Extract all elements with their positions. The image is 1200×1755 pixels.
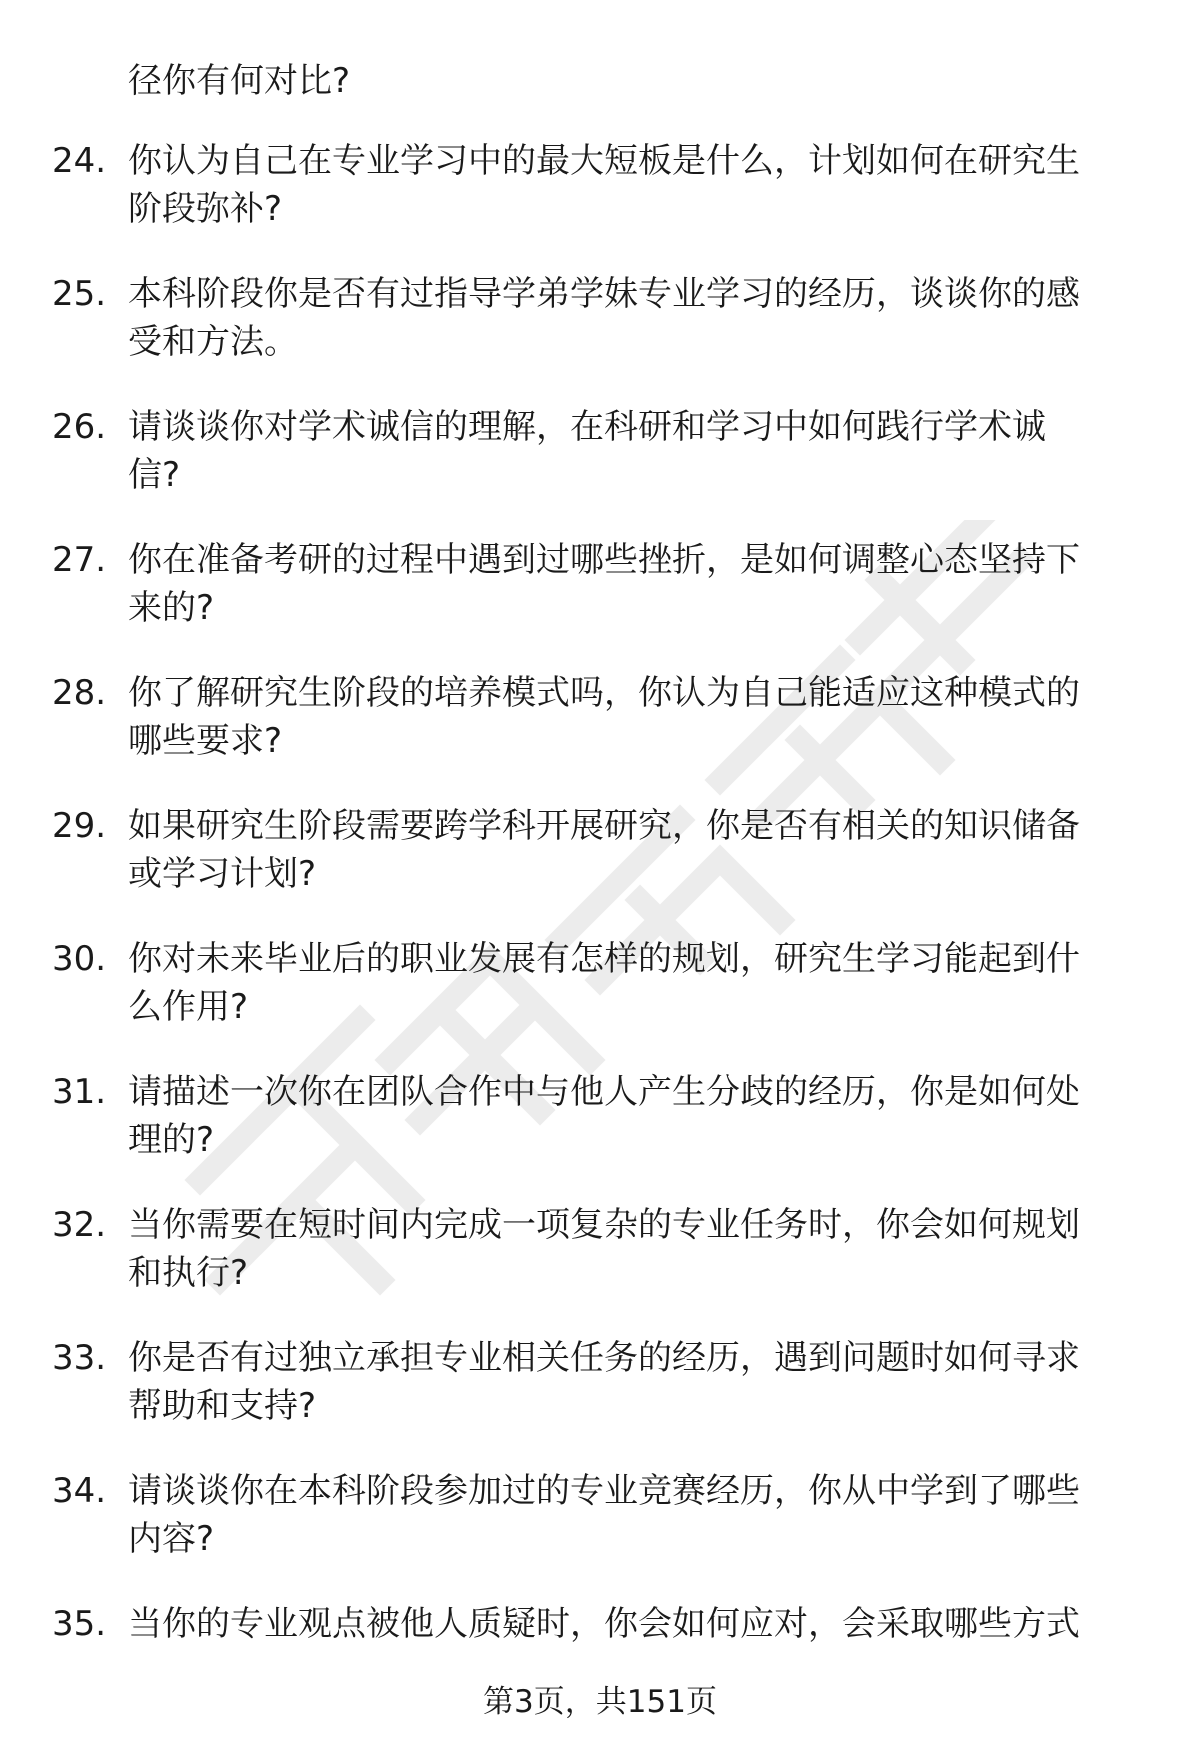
question-number: 26. (52, 407, 107, 447)
question-text: 你了解研究生阶段的培养模式吗，你认为自己能适应这种模式的 哪些要求? (128, 673, 1080, 761)
question-text: 你在准备考研的过程中遇到过哪些挫折，是如何调整心态坚持下 来的? (128, 540, 1080, 628)
question-text: 你认为自己在专业学习中的最大短板是什么，计划如何在研究生 阶段弥补? (128, 141, 1080, 229)
question-text: 你是否有过独立承担专业相关任务的经历，遇到问题时如何寻求 帮助和支持? (128, 1338, 1080, 1426)
question-number: 27. (52, 540, 107, 580)
question-number: 25. (52, 274, 107, 314)
question-number: 35. (52, 1604, 107, 1644)
question-text: 请谈谈你对学术诚信的理解，在科研和学习中如何践行学术诚 信? (128, 407, 1046, 495)
question-text: 如果研究生阶段需要跨学科开展研究，你是否有相关的知识储备 或学习计划? (128, 806, 1080, 894)
question-text: 请谈谈你在本科阶段参加过的专业竞赛经历，你从中学到了哪些 内容? (128, 1471, 1080, 1559)
continued-question-text: 径你有何对比? (128, 61, 351, 101)
question-item (0, 802, 1200, 935)
question-text: 当你需要在短时间内完成一项复杂的专业任务时，你会如何规划 和执行? (128, 1205, 1080, 1293)
question-item (0, 935, 1200, 1068)
question-number: 29. (52, 806, 107, 846)
question-number: 32. (52, 1205, 107, 1245)
question-item (0, 669, 1200, 802)
question-item (0, 1334, 1200, 1467)
question-text: 本科阶段你是否有过指导学弟学妹专业学习的经历，谈谈你的感 受和方法。 (128, 274, 1080, 362)
question-text: 你对未来毕业后的职业发展有怎样的规划，研究生学习能起到什 么作用? (128, 939, 1080, 1027)
page-number-footer: 第3页，共151页 (483, 1684, 717, 1720)
question-number: 31. (52, 1072, 107, 1112)
question-item (0, 1467, 1200, 1600)
question-item (0, 536, 1200, 669)
question-item (0, 403, 1200, 536)
question-number: 28. (52, 673, 107, 713)
question-number: 34. (52, 1471, 107, 1511)
question-text: 请描述一次你在团队合作中与他人产生分歧的经历，你是如何处 理的? (128, 1072, 1080, 1160)
question-item (0, 137, 1200, 270)
question-number: 30. (52, 939, 107, 979)
question-number: 24. (52, 141, 107, 181)
question-number: 33. (52, 1338, 107, 1378)
question-list (0, 137, 1200, 1733)
question-text: 当你的专业观点被他人质疑时，你会如何应对，会采取哪些方式 (128, 1604, 1080, 1644)
question-item (0, 1068, 1200, 1201)
question-item (0, 1201, 1200, 1334)
question-item (0, 270, 1200, 403)
